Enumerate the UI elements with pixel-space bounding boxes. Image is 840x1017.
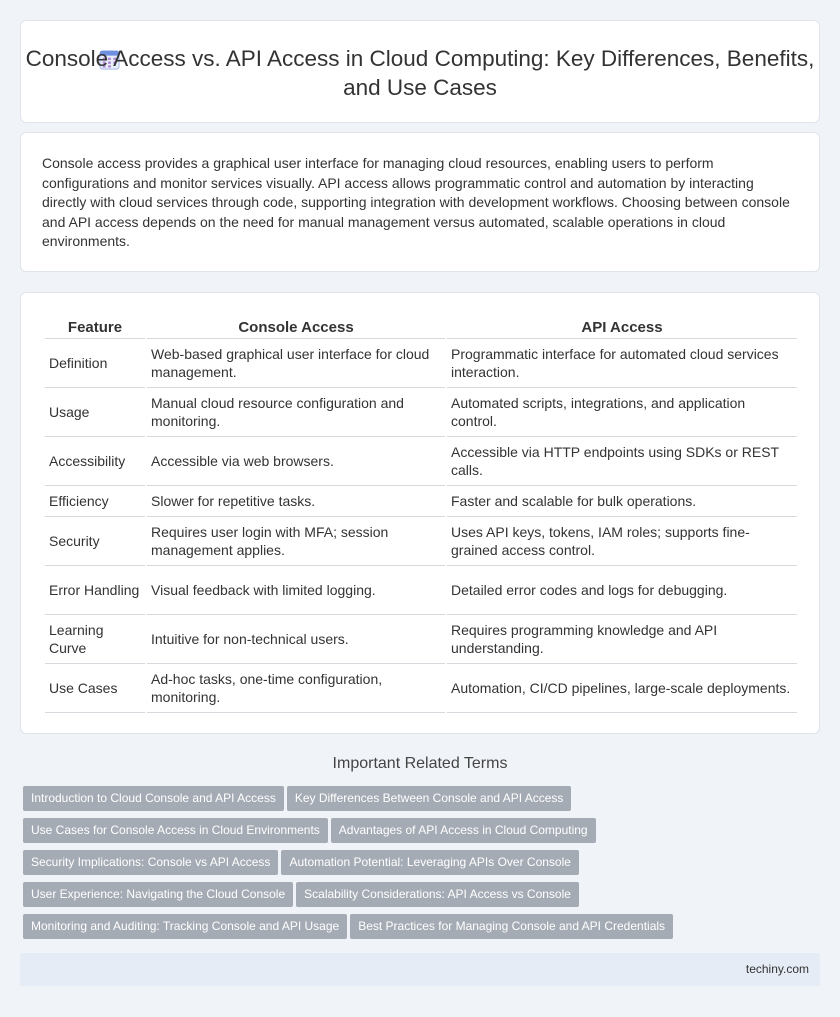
comparison-table-card: [20, 292, 820, 734]
console-cell: Accessible via web browsers.: [147, 437, 445, 486]
feature-cell: Error Handling: [45, 566, 145, 615]
api-cell: Uses API keys, tokens, IAM roles; supports fine-grained access control.: [447, 517, 797, 566]
table-row: [45, 486, 797, 517]
related-term-tag[interactable]: Best Practices for Managing Console and API Credentials: [350, 914, 673, 939]
console-cell: Ad-hoc tasks, one-time configuration, monitoring.: [147, 664, 445, 713]
api-cell: Accessible via HTTP endpoints using SDKs or REST calls.: [447, 437, 797, 486]
table-row: [45, 437, 797, 486]
table-row: [45, 388, 797, 437]
console-cell: Manual cloud resource configuration and monitoring.: [147, 388, 445, 437]
related-term-tag[interactable]: Monitoring and Auditing: Tracking Console and API Usage: [23, 914, 347, 939]
related-terms-list: [23, 786, 813, 946]
header-api-access: API Access: [447, 313, 797, 339]
console-cell: Slower for repetitive tasks.: [147, 486, 445, 517]
api-cell: Automated scripts, integrations, and application control.: [447, 388, 797, 437]
header-feature: Feature: [45, 313, 145, 339]
table-row: [45, 517, 797, 566]
console-cell: Intuitive for non-technical users.: [147, 615, 445, 664]
console-cell: Requires user login with MFA; session management applies.: [147, 517, 445, 566]
console-cell: Visual feedback with limited logging.: [147, 566, 445, 615]
feature-cell: Security: [45, 517, 145, 566]
page-title: Console Access vs. API Access in Cloud Computing: Key Differences, Benefits, and Use Cases: [25, 46, 815, 100]
feature-cell: Definition: [45, 339, 145, 388]
feature-cell: Learning Curve: [45, 615, 145, 664]
table-row: [45, 664, 797, 713]
related-term-tag[interactable]: Scalability Considerations: API Access vs Console: [296, 882, 579, 907]
table-row: [45, 339, 797, 388]
feature-cell: Use Cases: [45, 664, 145, 713]
footer: [20, 953, 820, 986]
related-term-tag[interactable]: Introduction to Cloud Console and API Access: [23, 786, 284, 811]
api-cell: Programmatic interface for automated cloud services interaction.: [447, 339, 797, 388]
related-term-tag[interactable]: Automation Potential: Leveraging APIs Over Console: [281, 850, 579, 875]
feature-cell: Accessibility: [45, 437, 145, 486]
related-term-tag[interactable]: Key Differences Between Console and API Access: [287, 786, 572, 811]
footer-site-link[interactable]: techiny.com: [745, 962, 809, 976]
related-term-tag[interactable]: Security Implications: Console vs API Access: [23, 850, 278, 875]
feature-cell: Efficiency: [45, 486, 145, 517]
console-cell: Web-based graphical user interface for cloud management.: [147, 339, 445, 388]
feature-cell: Usage: [45, 388, 145, 437]
table-header-row: [45, 313, 797, 339]
related-term-tag[interactable]: User Experience: Navigating the Cloud Console: [23, 882, 293, 907]
related-term-tag[interactable]: Use Cases for Console Access in Cloud Environments: [23, 818, 328, 843]
related-term-tag[interactable]: Advantages of API Access in Cloud Computing: [331, 818, 596, 843]
comparison-table: [43, 313, 799, 713]
api-cell: Detailed error codes and logs for debugging.: [447, 566, 797, 615]
table-row: [45, 615, 797, 664]
intro-paragraph: Console access provides a graphical user interface for managing cloud resources, enabling users to perform configurations and monitor services visually. API access allows programmatic control and automation by interacting directly with cloud services through code, supporting integration with development workflows. Choosing between console and API access depends on the need for manual management versus automated, scalable operations in cloud environments.: [42, 155, 790, 250]
table-row: [45, 566, 797, 615]
title-card: [20, 20, 820, 123]
api-cell: Faster and scalable for bulk operations.: [447, 486, 797, 517]
api-cell: Requires programming knowledge and API understanding.: [447, 615, 797, 664]
intro-card: [20, 132, 820, 272]
related-terms-heading: Important Related Terms: [332, 755, 508, 772]
header-console-access: Console Access: [147, 313, 445, 339]
api-cell: Automation, CI/CD pipelines, large-scale deployments.: [447, 664, 797, 713]
